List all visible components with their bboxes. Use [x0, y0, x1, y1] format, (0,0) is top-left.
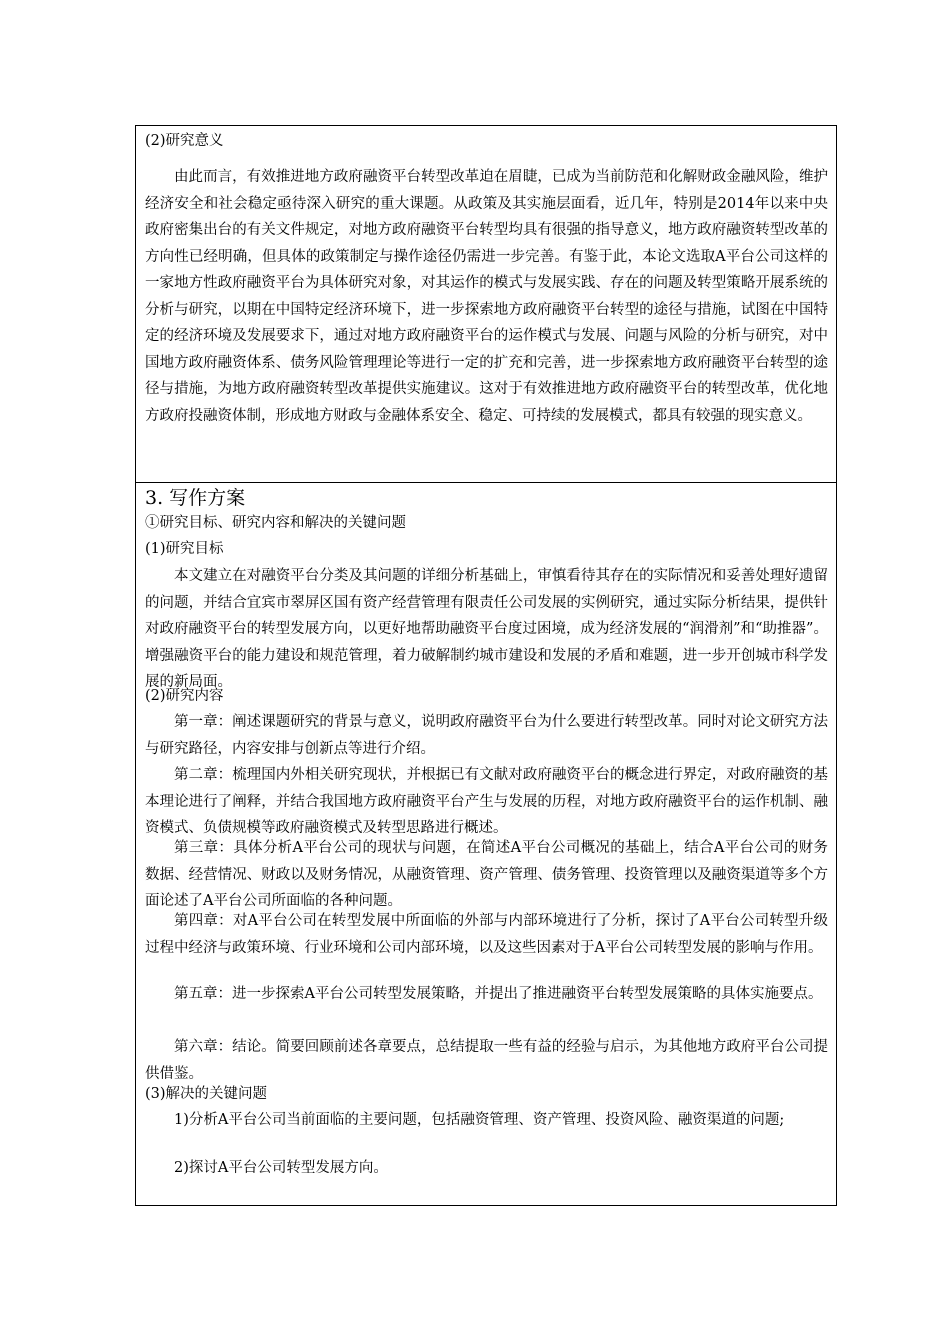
- chapter-paragraph: 第五章：进一步探索A平台公司转型发展策略，并提出了推进融资平台转型发展策略的具体实施要点。: [174, 986, 823, 1002]
- significance-label: (2)研究意义: [145, 133, 224, 149]
- plan-subheading: ①研究目标、研究内容和解决的关键问题: [145, 515, 406, 531]
- chapter-paragraph: 第六章：结论。简要回顾前述各章要点，总结提取一些有益的经验与启示，为其他地方政府平台公司提供借鉴。: [145, 1039, 828, 1082]
- significance-cell: [135, 125, 837, 483]
- issue-item: 2)探讨A平台公司转型发展方向。: [174, 1160, 388, 1176]
- issue-item: 1)分析A平台公司当前面临的主要问题，包括融资管理、资产管理、投资风险、融资渠道的问题;: [174, 1112, 785, 1128]
- writing-plan-cell: [135, 482, 837, 1206]
- content-label: (2)研究内容: [145, 688, 224, 704]
- issues-label: (3)解决的关键问题: [145, 1086, 268, 1102]
- section-heading: 3. 写作方案: [145, 487, 246, 509]
- chapter-paragraph: 第三章：具体分析A平台公司的现状与问题，在简述A平台公司概况的基础上，结合A平台公司的财务数据、经营情况、财政以及财务情况，从融资管理、资产管理、债务管理、投资管理以及融资渠道等多个方面论述了A平台公司所面临的各种问题。: [145, 840, 828, 909]
- chapter-paragraph: 第四章：对A平台公司在转型发展中所面临的外部与内部环境进行了分析，探讨了A平台公司转型升级过程中经济与政策环境、行业环境和公司内部环境，以及这些因素对于A平台公司转型发展的影响与作用。: [145, 913, 828, 956]
- chapter-paragraph: 第一章：阐述课题研究的背景与意义，说明政府融资平台为什么要进行转型改革。同时对论文研究方法与研究路径，内容安排与创新点等进行介绍。: [145, 714, 828, 757]
- goal-label: (1)研究目标: [145, 541, 224, 557]
- chapter-paragraph: 第二章：梳理国内外相关研究现状，并根据已有文献对政府融资平台的概念进行界定，对政府融资的基本理论进行了阐释，并结合我国地方政府融资平台产生与发展的历程，对地方政府融资平台的运作机制、融资模式、负债规模等政府融资模式及转型思路进行概述。: [145, 767, 828, 836]
- goal-paragraph: 本文建立在对融资平台分类及其问题的详细分析基础上，审慎看待其存在的实际情况和妥善处理好遗留的问题，并结合宜宾市翠屏区国有资产经营管理有限责任公司发展的实例研究，通过实际分析结果，提供针对政府融资平台的转型发展方向，以更好地帮助融资平台度过困境，成为经济发展的“润滑剂”和“助推器”。增强融资平台的能力建设和规范管理，着力破解制约城市建设和发展的矛盾和难题，进一步开创城市科学发展的新局面。: [145, 568, 828, 690]
- significance-paragraph: 由此而言，有效推进地方政府融资平台转型改革迫在眉睫，已成为当前防范和化解财政金融风险，维护经济安全和社会稳定亟待深入研究的重大课题。从政策及其实施层面看，近几年，特别是2014年以来中央政府密集出台的有关文件规定，对地方政府融资平台转型均具有很强的指导意义，地方政府融资转型改革的方向性已经明确，但具体的政策制定与操作途径仍需进一步完善。有鉴于此，本论文选取A平台公司这样的一家地方性政府融资平台为具体研究对象，对其运作的模式与发展实践、存在的问题及转型策略开展系统的分析与研究，以期在中国特定经济环境下，进一步探索地方政府融资平台转型的途径与措施，试图在中国特定的经济环境及发展要求下，通过对地方政府融资平台的运作模式与发展、问题与风险的分析与研究，对中国地方政府融资体系、债务风险管理理论等进行一定的扩充和完善，进一步探索地方政府融资平台转型的途径与措施，为地方政府融资转型改革提供实施建议。这对于有效推进地方政府融资平台的转型改革，优化地方政府投融资体制，形成地方财政与金融体系安全、稳定、可持续的发展模式，都具有较强的现实意义。: [145, 169, 828, 424]
